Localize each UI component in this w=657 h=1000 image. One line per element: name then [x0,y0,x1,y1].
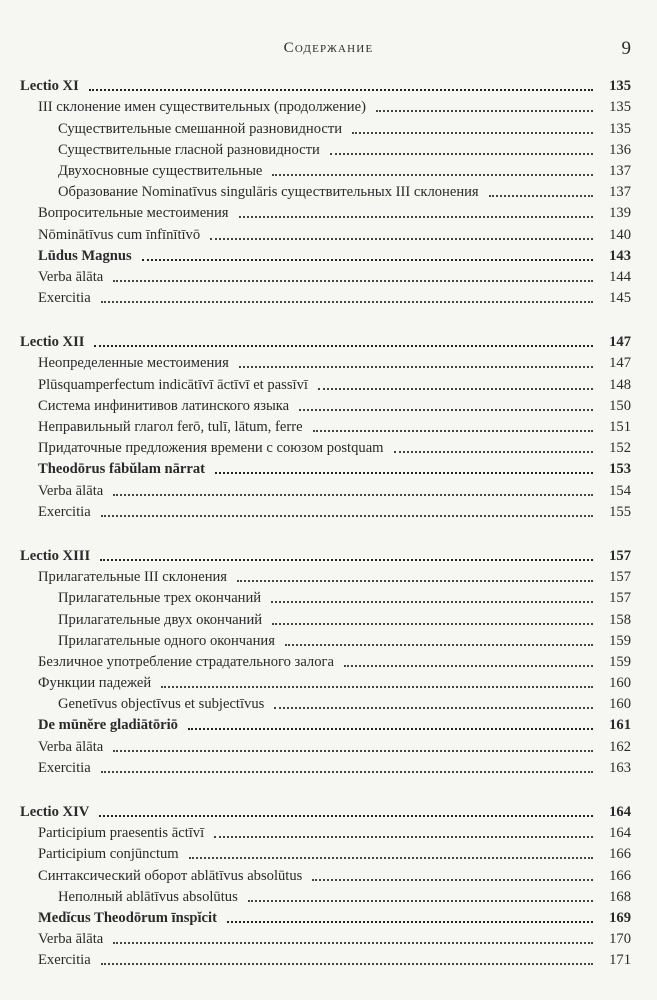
toc-entry-page: 153 [609,461,631,478]
dot-leader [376,110,593,112]
dot-leader [161,686,593,688]
dot-leader [489,195,593,197]
dot-leader [352,132,593,134]
toc-entry-page: 140 [609,226,631,243]
toc-section [0,74,657,307]
dot-leader [214,836,593,838]
toc-entry[interactable] [0,244,657,265]
toc-entry[interactable] [0,906,657,927]
toc-section [0,800,657,970]
toc-entry[interactable] [0,138,657,159]
toc-entry[interactable] [0,286,657,307]
dot-leader [394,451,593,453]
toc-entry-label: Verba ālāta [38,482,104,499]
dot-leader [272,623,593,625]
toc-entry-label: Lectio XII [20,334,85,351]
toc-entry[interactable] [0,415,657,436]
toc-entry-page: 171 [609,952,631,969]
toc-entry-label: Genetīvus objectīvus et subjectīvus [58,696,265,713]
dot-leader [237,580,593,582]
toc-entry-label: Неправильный глагол ferō, tulī, lātum, ferre [38,419,303,435]
toc-entry-label: Lūdus Magnus [38,247,132,264]
dot-leader [313,430,593,432]
dot-leader [344,665,593,667]
toc-entry-page: 137 [609,184,631,201]
lesson-heading[interactable] [0,544,657,565]
toc-entry[interactable] [0,116,657,137]
toc-entry-label: Синтаксический оборот ablātīvus absolūtus [38,867,303,884]
toc-entry-label: Функции падежей [38,675,152,692]
toc-entry[interactable] [0,863,657,884]
table-of-contents [0,74,657,992]
dot-leader [285,644,593,646]
toc-entry-label: Participium conjūnctum [38,846,179,863]
dot-leader [100,559,593,561]
toc-entry[interactable] [0,734,657,755]
toc-entry-label: Существительные смешанной разновидности [58,120,343,137]
toc-entry-label: Безличное употребление страдательного залога [38,653,334,670]
dot-leader [318,388,593,390]
toc-entry-page: 137 [609,162,631,179]
dot-leader [210,238,593,240]
page-header [0,38,657,62]
dot-leader [113,494,593,496]
toc-entry-label: Lectio XIII [20,547,91,564]
toc-entry[interactable] [0,565,657,586]
toc-entry-label: Система инфинитивов латинского языка [38,397,290,414]
toc-entry-page: 161 [609,717,631,734]
toc-entry[interactable] [0,159,657,180]
toc-entry[interactable] [0,948,657,969]
toc-entry-label: Theodōrus fābŭlam nārrat [38,461,206,478]
dot-leader [94,345,593,347]
toc-entry-page: 164 [609,825,631,842]
lesson-heading[interactable] [0,74,657,95]
toc-entry-label: Lectio XI [20,78,79,95]
toc-entry[interactable] [0,842,657,863]
toc-entry-page: 160 [609,696,631,713]
toc-entry-label: De mūnĕre gladiātōriō [38,717,178,734]
toc-entry-label: Exercitia [38,290,91,307]
toc-entry[interactable] [0,629,657,650]
toc-entry-page: 144 [609,268,631,285]
toc-entry-page: 160 [609,675,631,692]
toc-entry-page: 152 [609,440,631,457]
dot-leader [239,216,593,218]
toc-entry[interactable] [0,351,657,372]
toc-entry[interactable] [0,436,657,457]
toc-entry[interactable] [0,671,657,692]
toc-entry-page: 159 [609,653,631,670]
dot-leader [227,921,593,923]
toc-section [0,330,657,521]
dot-leader [99,815,593,817]
dot-leader [272,174,593,176]
toc-entry-page: 135 [609,99,631,116]
toc-entry-label: Verba ālāta [38,738,104,755]
dot-leader [101,771,593,773]
dot-leader [101,515,593,517]
dot-leader [274,707,593,709]
toc-entry-label: Medĭcus Theodōrum īnspĭcit [38,909,217,926]
dot-leader [113,750,593,752]
toc-entry[interactable] [0,457,657,478]
dot-leader [271,601,593,603]
toc-entry-label: Существительные гласной разновидности [58,141,320,158]
toc-entry-page: 145 [609,290,631,307]
toc-entry-page: 154 [609,482,631,499]
toc-entry[interactable] [0,201,657,222]
toc-entry-label: Verba ālāta [38,268,104,285]
dot-leader [101,963,593,965]
toc-entry-page: 151 [609,419,631,435]
toc-entry-label: Exercitia [38,952,91,969]
toc-entry-label: Nōminātīvus cum īnfīnītīvō [38,226,201,243]
toc-entry-page: 166 [609,867,631,884]
toc-entry-label: Plūsquamperfectum indicātīvī āctīvī et passīvī [38,376,308,393]
toc-entry[interactable] [0,586,657,607]
toc-entry-page: 164 [609,804,631,820]
toc-entry-label: Двухосновные существительные [58,162,263,179]
page-number: 9 [621,38,631,59]
toc-entry-page: 162 [609,738,631,755]
toc-entry[interactable] [0,500,657,521]
toc-entry-page: 170 [609,931,631,948]
toc-entry-page: 139 [609,205,631,222]
toc-entry[interactable] [0,95,657,116]
toc-entry-label: Verba ālāta [38,931,104,948]
toc-entry[interactable] [0,222,657,243]
dot-leader [330,153,593,155]
toc-entry[interactable] [0,692,657,713]
dot-leader [248,900,593,902]
toc-entry[interactable] [0,265,657,286]
lesson-heading[interactable] [0,800,657,821]
dot-leader [188,728,593,730]
toc-entry-label: Exercitia [38,503,91,520]
dot-leader [299,409,593,411]
dot-leader [189,857,593,859]
toc-entry[interactable] [0,821,657,842]
toc-entry-page: 136 [609,141,631,158]
toc-entry-label: Прилагательные III склонения [38,569,228,586]
toc-entry-page: 135 [609,120,631,137]
toc-entry-label: Неопределенные местоимения [38,355,229,372]
toc-entry-page: 157 [609,547,631,564]
dot-leader [113,280,593,282]
toc-entry-page: 147 [609,334,631,351]
lesson-heading[interactable] [0,330,657,351]
toc-entry-label: Образование Nominatīvus singulāris существительных III склонения [58,184,479,201]
toc-entry-page: 166 [609,846,631,863]
toc-entry[interactable] [0,607,657,628]
toc-entry[interactable] [0,927,657,948]
toc-section [0,544,657,777]
dot-leader [101,301,593,303]
toc-entry[interactable] [0,478,657,499]
toc-entry-label: Прилагательные трех окончаний [58,590,262,607]
toc-entry-page: 169 [609,909,631,926]
toc-entry[interactable] [0,394,657,415]
toc-entry-page: 158 [609,611,631,628]
toc-entry-page: 163 [609,759,631,776]
toc-entry-page: 135 [609,78,631,95]
toc-entry[interactable] [0,756,657,777]
toc-entry[interactable] [0,885,657,906]
toc-entry-page: 159 [609,632,631,649]
toc-entry-label: Прилагательные двух окончаний [58,611,263,628]
toc-entry-page: 157 [609,590,631,607]
toc-entry-page: 143 [609,247,631,264]
dot-leader [89,89,593,91]
toc-entry[interactable] [0,713,657,734]
toc-entry-page: 168 [609,888,631,905]
toc-entry-label: Lectio XIV [20,804,90,820]
toc-entry-page: 157 [609,569,631,586]
toc-entry-label: Exercitia [38,759,91,776]
dot-leader [312,879,593,881]
dot-leader [215,472,593,474]
dot-leader [142,259,593,261]
toc-entry-page: 155 [609,503,631,520]
toc-entry[interactable] [0,650,657,671]
toc-entry-label: Неполный ablātīvus absolūtus [58,888,238,905]
toc-entry-label: Вопросительные местоимения [38,205,229,222]
running-title: Содержание [283,40,374,56]
toc-entry-label: Participium praesentis āctīvī [38,825,205,842]
toc-entry[interactable] [0,180,657,201]
toc-entry-label: III склонение имен существительных (продолжение) [38,99,366,116]
dot-leader [113,942,593,944]
dot-leader [239,366,593,368]
toc-entry-page: 147 [609,355,631,372]
toc-entry-page: 148 [609,376,631,393]
toc-entry-label: Прилагательные одного окончания [58,632,275,649]
toc-entry-page: 150 [609,397,631,414]
toc-entry[interactable] [0,372,657,393]
toc-entry-label: Придаточные предложения времени с союзом postquam [38,440,384,457]
